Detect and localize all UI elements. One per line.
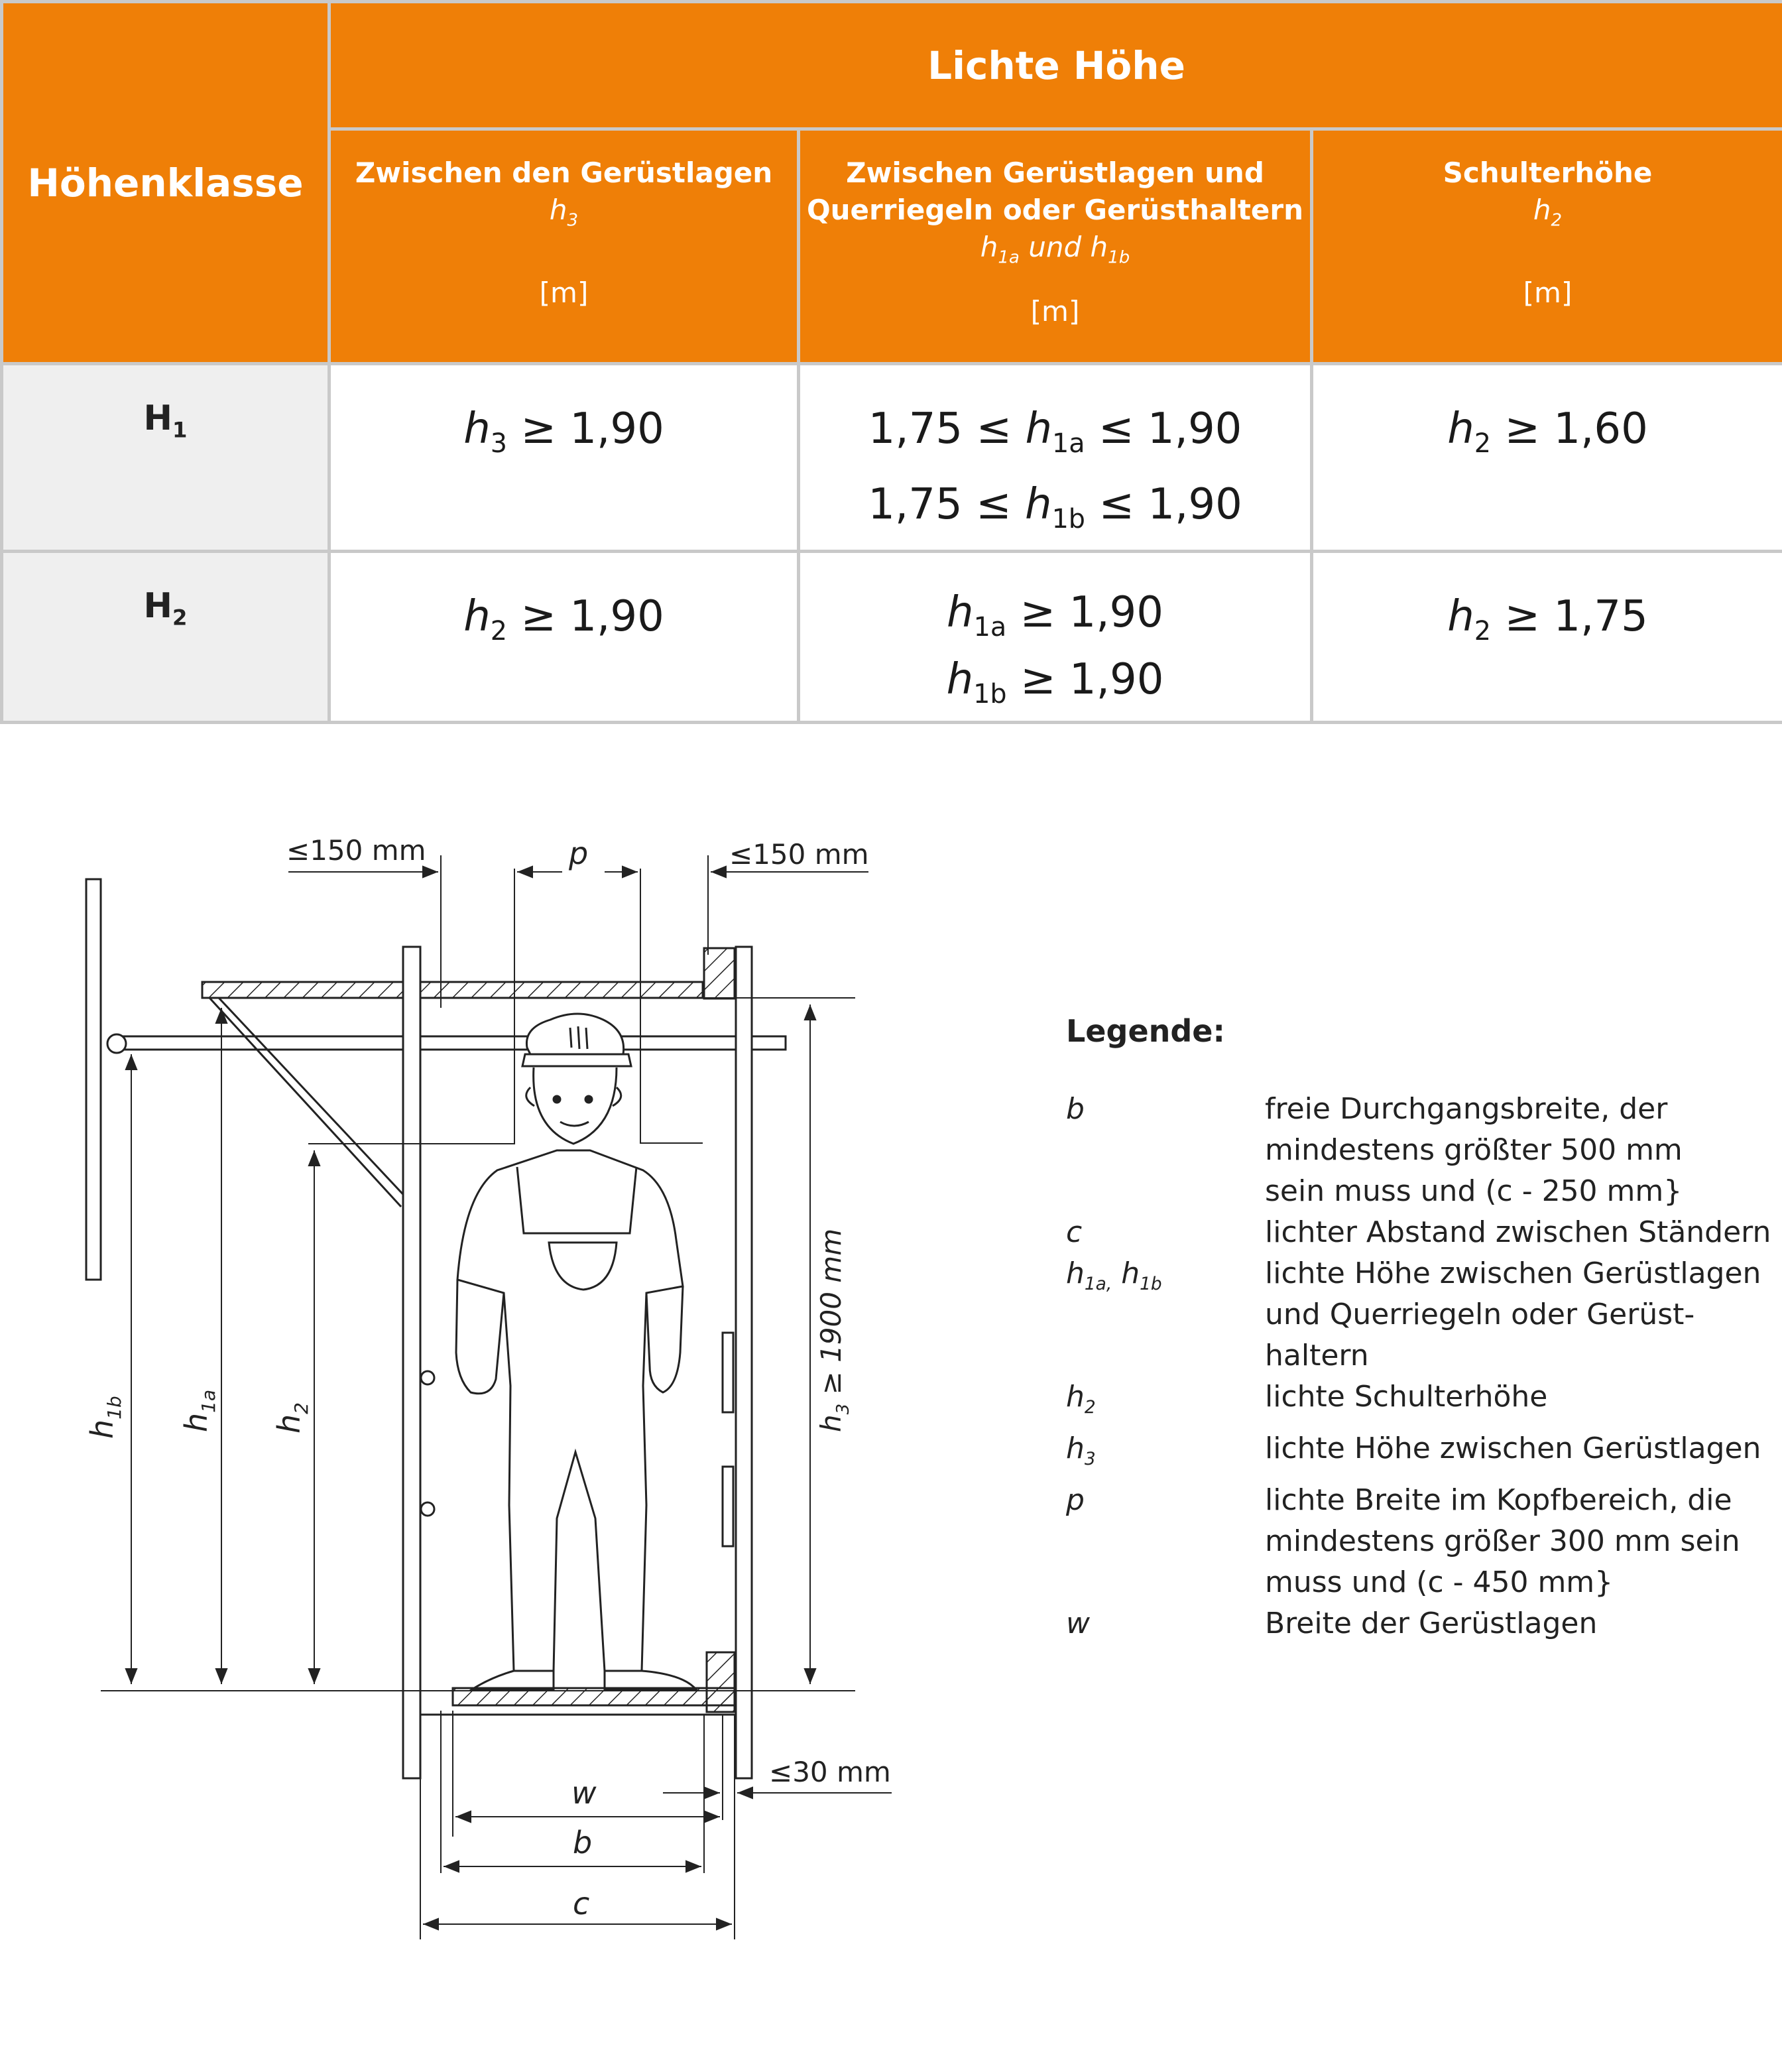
- cell-h2-h2: $h_2 \ge 1,75$: [1312, 551, 1782, 723]
- header-title-line1: Zwischen Gerüstlagen und: [846, 156, 1264, 189]
- header-title-line2: Querriegeln oder Gerüsthaltern: [806, 194, 1304, 226]
- legend-item-b: b freie Durchgangsbreite, der mindestens größter 500 mm sein muss und (c - 250 mm}: [1066, 1092, 1683, 1208]
- cell-h1ab-h2: $h_{1a} \ge 1,90$ $h_{1b} \ge 1,90$: [799, 551, 1312, 723]
- header-title: Zwischen den Gerüstlagen: [355, 156, 773, 189]
- label-h2: $h_2$: [271, 1402, 312, 1433]
- label-h1a: $h_{1a}$: [178, 1389, 219, 1432]
- cell-h3-h1: $h_3 \ge 1,90$: [329, 364, 799, 552]
- table-row: [2, 551, 1782, 723]
- legend-item-h2: $h_2$ lichte Schulterhöhe: [1066, 1380, 1548, 1418]
- row-class-h2: $H_2$: [2, 551, 329, 723]
- upper-deck: [202, 982, 703, 998]
- label-h1b: $h_{1b}$: [84, 1396, 125, 1439]
- header-schulterhoehe: [1312, 129, 1782, 364]
- outer-standard: [736, 947, 752, 1778]
- inner-standard: [403, 947, 420, 1778]
- height-class-table: [0, 0, 1782, 724]
- label-left-150mm: ≤150 mm: [286, 834, 426, 867]
- header-unit: [m]: [1030, 295, 1080, 328]
- wall-post: [86, 879, 101, 1280]
- legend-item-h1a-h1b: $h_{1a,}$ $h_{1b}$ lichte Höhe zwischen Gerüstlagen und Querriegeln oder Gerüst- haltern: [1066, 1256, 1761, 1372]
- label-b: b: [573, 1825, 593, 1860]
- label-right-150mm: ≤150 mm: [729, 838, 869, 871]
- legend-item-h3: $h_3$ lichte Höhe zwischen Gerüstlagen: [1066, 1431, 1761, 1469]
- header-hoehenklasse: Höhenklasse: [2, 2, 329, 364]
- label-w: w: [571, 1775, 597, 1811]
- row-class-h1: $H_1$: [2, 364, 329, 552]
- header-title: Schulterhöhe: [1443, 156, 1653, 189]
- cell-h3-h2: $h_2 \ge 1,90$: [329, 551, 799, 723]
- label-h3: $h_3 \ge 1900$ mm: [815, 1228, 853, 1432]
- header-unit: [m]: [1523, 276, 1573, 310]
- legend-item-w: w Breite der Gerüstlagen: [1066, 1606, 1598, 1640]
- legend-item-c: c lichter Abstand zwischen Ständern: [1066, 1215, 1771, 1249]
- tie-coupler: [107, 1034, 126, 1053]
- header-variable: $h_2$: [1533, 194, 1563, 231]
- label-p: p: [569, 835, 589, 871]
- header-unit: [m]: [539, 276, 589, 310]
- cell-h2-h1: $h_2 \ge 1,60$: [1312, 364, 1782, 552]
- cell-h1ab-h1: $1,75 \le h_{1a} \le 1,90$ $1,75 \le h_{1b} \le 1,90$: [799, 364, 1312, 552]
- header-variable: $h_3$: [549, 194, 579, 231]
- header-querriegel: [799, 129, 1312, 364]
- legend-item-p: p lichte Breite im Kopfbereich, die mindestens größer 300 mm sein muss und (c - 450 mm}: [1066, 1483, 1740, 1599]
- scaffold-drawing: [0, 756, 994, 1949]
- label-30mm: ≤30 mm: [769, 1756, 891, 1788]
- header-zwischen-geruestlagen: [329, 129, 799, 364]
- worker-figure: [456, 1014, 696, 1689]
- table-row: [2, 364, 1782, 552]
- bracket-diagonal: [209, 998, 401, 1207]
- legend: [1066, 1010, 1775, 1644]
- scaffold-tie: [116, 1036, 786, 1050]
- label-c: c: [573, 1886, 590, 1921]
- header-variable: $h_{1a}$ und $h_{1b}$: [980, 231, 1130, 268]
- legend-title: Legende:: [1066, 1013, 1225, 1049]
- header-lichte-hoehe: Lichte Höhe: [329, 2, 1782, 129]
- toe-board-upper: [704, 948, 735, 999]
